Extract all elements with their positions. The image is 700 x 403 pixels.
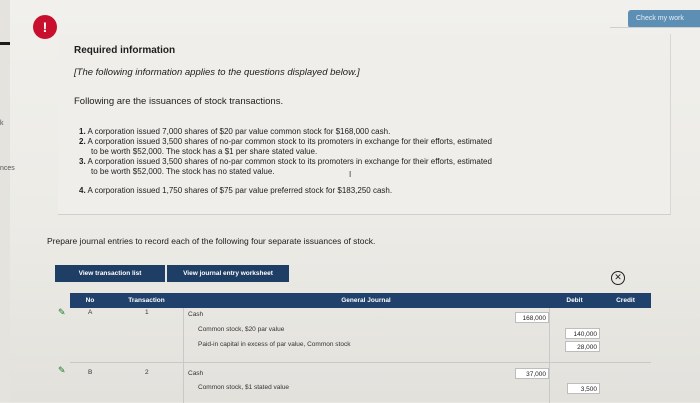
sidebar-marker	[0, 42, 10, 45]
required-intro: Following are the issuances of stock transactions.	[74, 96, 284, 107]
entry-transaction: 2	[145, 369, 149, 376]
item-number: 4.	[79, 186, 86, 195]
instruction-text: Prepare journal entries to record each of the following four separate issuances of stock.	[47, 236, 376, 246]
alert-icon: !	[33, 15, 57, 39]
credit-amount: 3,500	[567, 383, 600, 394]
view-journal-entry-worksheet-button[interactable]: View journal entry worksheet	[167, 265, 289, 282]
account-name: Common stock, $1 stated value	[198, 384, 290, 391]
sidebar-fragment: nces	[0, 165, 15, 172]
sidebar-fragment: k	[0, 120, 4, 127]
transaction-item	[79, 186, 392, 196]
header-transaction: Transaction	[110, 293, 183, 308]
edit-icon[interactable]: ✎	[58, 307, 66, 317]
transaction-item	[79, 157, 492, 177]
item-text: to be worth $52,000. The stock has no stated value.	[91, 167, 275, 176]
item-text: to be worth $52,000. The stock has a $1 per share stated value.	[91, 147, 318, 156]
required-note: [The following information applies to the questions displayed below.]	[74, 67, 360, 78]
view-transaction-list-button[interactable]: View transaction list	[55, 265, 165, 282]
transaction-item	[79, 137, 492, 157]
header-no: No	[70, 293, 110, 308]
divider	[610, 27, 700, 28]
entry-no: A	[88, 309, 93, 316]
item-number: 2.	[79, 137, 86, 146]
check-my-work-button[interactable]: Check my work	[628, 10, 700, 28]
item-text: A corporation issued 7,000 shares of $20 par value common stock for $168,000 cash.	[87, 127, 391, 136]
left-sidebar-edge	[0, 0, 10, 402]
header-debit: Debit	[549, 293, 600, 308]
item-text: A corporation issued 3,500 shares of no-par common stock to its promoters in exchange for their efforts, estimated	[87, 137, 492, 146]
column-divider	[183, 308, 184, 403]
item-text: A corporation issued 1,750 shares of $75 par value preferred stock for $183,250 cash.	[87, 186, 393, 195]
transaction-item	[79, 127, 390, 137]
entry-no: B	[88, 369, 93, 376]
debit-amount: 37,000	[515, 368, 549, 379]
entry-transaction: 1	[145, 309, 149, 316]
account-name: Common stock, $20 par value	[198, 326, 285, 333]
row-divider	[70, 362, 651, 363]
account-name: Paid-in capital in excess of par value, Common stock	[198, 341, 351, 348]
account-name: Cash	[188, 370, 204, 377]
header-general-journal: General Journal	[183, 293, 549, 308]
account-name: Cash	[188, 311, 204, 318]
close-icon[interactable]: ✕	[611, 271, 625, 285]
edit-icon[interactable]: ✎	[58, 365, 66, 375]
text-cursor-icon: I	[349, 170, 352, 179]
item-text: A corporation issued 3,500 shares of no-par common stock to its promoters in exchange for their efforts, estimated	[87, 157, 492, 166]
credit-amount: 28,000	[565, 341, 600, 352]
column-divider	[549, 308, 550, 403]
credit-amount: 140,000	[565, 328, 600, 339]
item-number: 3.	[79, 157, 86, 166]
required-title: Required information	[74, 45, 176, 56]
debit-amount: 168,000	[515, 312, 549, 323]
item-number: 1.	[79, 127, 86, 136]
header-credit: Credit	[600, 293, 651, 308]
journal-table	[55, 293, 635, 403]
